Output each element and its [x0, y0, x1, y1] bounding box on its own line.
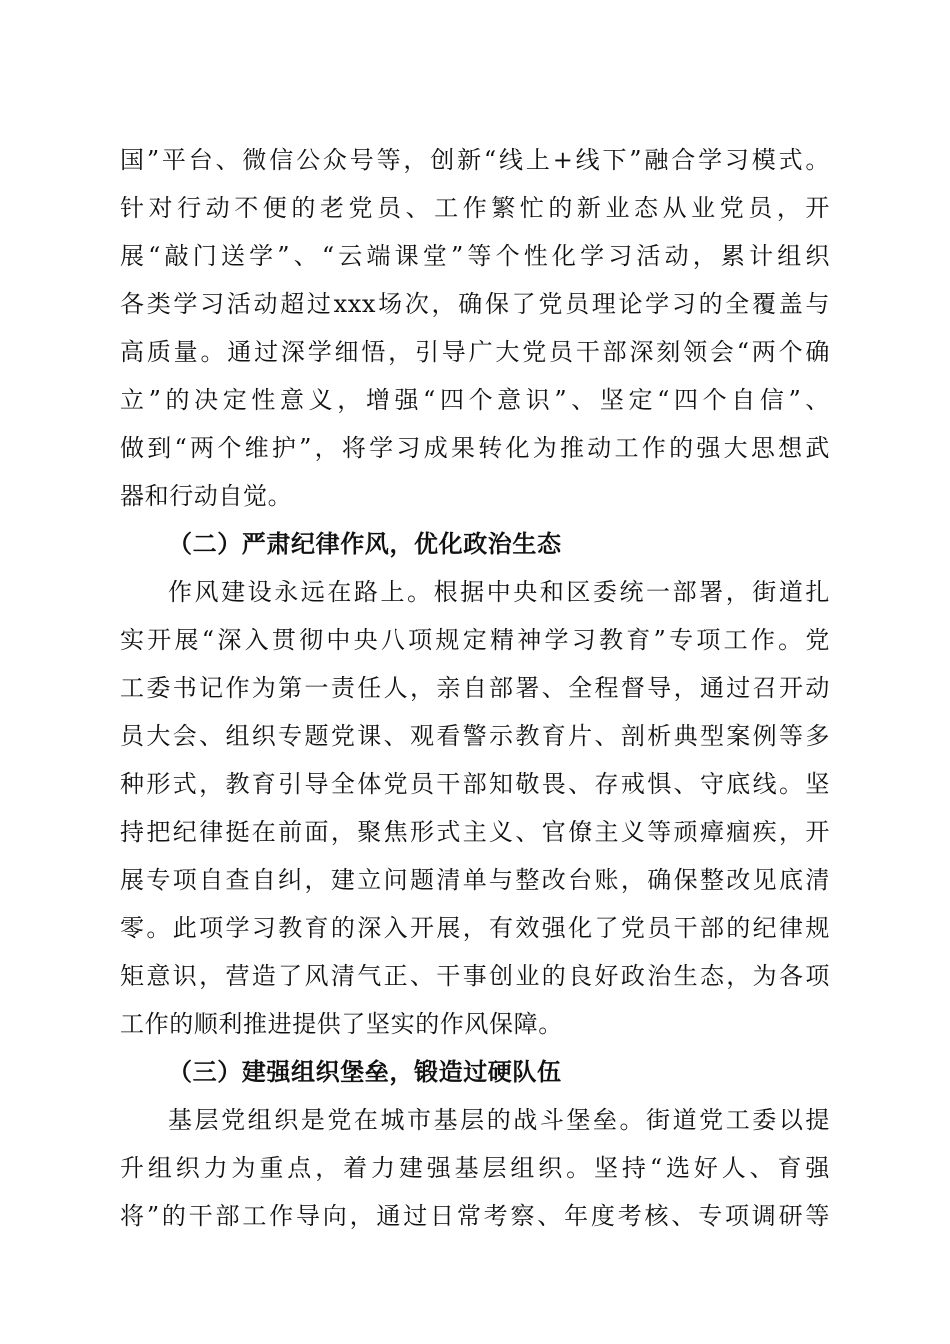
body-line-6: 立”的决定性意义，增强“四个意识”、坚定“四个自信”、	[120, 386, 830, 414]
paragraph-2-line-10: 工作的顺利推进提供了坚实的作风保障。	[120, 1010, 563, 1038]
paragraph-2-line-1: 作风建设永远在路上。根据中央和区委统一部署，街道扎	[168, 578, 830, 606]
section-heading-3: （三）建强组织堡垒，锻造过硬队伍	[168, 1057, 562, 1086]
body-line-1: 国”平台、微信公众号等，创新“线上+线下”融合学习模式。	[120, 146, 830, 174]
body-line-2: 针对行动不便的老党员、工作繁忙的新业态从业党员，开	[120, 194, 830, 222]
paragraph-2-line-6: 持把纪律挺在前面，聚焦形式主义、官僚主义等顽瘴痼疾，开	[120, 818, 830, 846]
paragraph-3-line-1: 基层党组织是党在城市基层的战斗堡垒。街道党工委以提	[168, 1106, 830, 1134]
paragraph-2-line-2: 实开展“深入贯彻中央八项规定精神学习教育”专项工作。党	[120, 626, 830, 654]
body-line-4: 各类学习活动超过xxx场次，确保了党员理论学习的全覆盖与	[120, 290, 830, 318]
paragraph-2-line-8: 零。此项学习教育的深入开展，有效强化了党员干部的纪律规	[120, 914, 830, 942]
paragraph-3-line-2: 升组织力为重点，着力建强基层组织。坚持“选好人、育强	[120, 1154, 830, 1182]
paragraph-2-line-9: 矩意识，营造了风清气正、干事创业的良好政治生态，为各项	[120, 962, 830, 990]
paragraph-3-line-3: 将”的干部工作导向，通过日常考察、年度考核、专项调研等	[120, 1202, 830, 1230]
body-line-8: 器和行动自觉。	[120, 482, 293, 510]
paragraph-2-line-5: 种形式，教育引导全体党员干部知敬畏、存戒惧、守底线。坚	[120, 770, 830, 798]
paragraph-2-line-3: 工委书记作为第一责任人，亲自部署、全程督导，通过召开动	[120, 674, 830, 702]
body-line-5: 高质量。通过深学细悟，引导广大党员干部深刻领会“两个确	[120, 338, 830, 366]
body-line-7: 做到“两个维护”，将学习成果转化为推动工作的强大思想武	[120, 434, 830, 462]
body-line-3: 展“敲门送学”、“云端课堂”等个性化学习活动，累计组织	[120, 242, 830, 270]
section-heading-2: （二）严肃纪律作风，优化政治生态	[168, 529, 562, 558]
paragraph-2-line-4: 员大会、组织专题党课、观看警示教育片、剖析典型案例等多	[120, 722, 830, 750]
paragraph-2-line-7: 展专项自查自纠，建立问题清单与整改台账，确保整改见底清	[120, 866, 830, 894]
